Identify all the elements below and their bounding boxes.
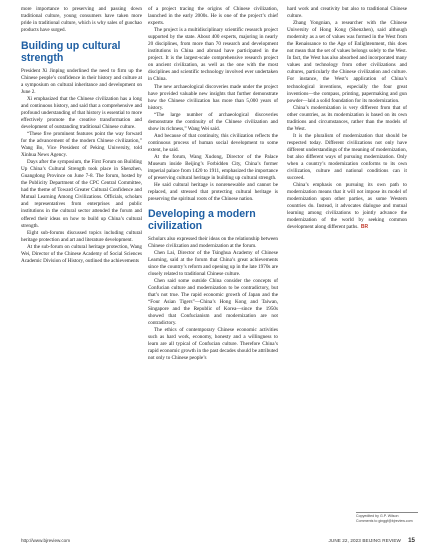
paragraph: Eight sub-forums discussed topics including cultural heritage protection and art and literature development. (21, 229, 142, 243)
paragraph: It is the pluralism of modernization that should be respected today. Different civilizations not only have different understandings of the meaning of modernization, but also different ways of pursuing modernization. Only when a country’s modernization conforms to its own civilization, culture and national conditions can it succeed. (287, 132, 407, 182)
paragraph: Chen Lai, Director of the Tsinghua Academy of Chinese Learning, said at the forum that China’s great achievements since the country’s reform and opening up in the late 1970s are closely related to traditional Chinese culture. (148, 249, 278, 277)
paragraph: Scholars also expressed their ideas on the relationship between Chinese civilization and modernization at the forum. (148, 235, 278, 249)
footer-url-link[interactable]: http://www.bjreview.com (21, 538, 71, 543)
page-number: 15 (408, 537, 415, 544)
paragraph-text: China’s emphasis on pursuing its own path to modernization means that it will not impose its model of modernization upon other parties, as some Western countries do. Instead, it advocates dialogue and mutual learning among civilizations to jointly advance the modernization of the world by seeking common development along different paths. (287, 182, 407, 231)
copyedit-credit (356, 512, 418, 524)
paragraph-final (287, 182, 407, 231)
page-footer (21, 538, 417, 548)
paragraph: Zhang Yongnian, a researcher with the Chinese University of Hong Kong (Shenzhen), said although modernity as a set of values was formed in the West from the Renaissance to the Age of Enlightenment, this does not mean that the set of values belongs solely to the West. In fact, the West has also absorbed and incorporated many values and technology from other civilizations and cultures, particularly the Chinese civilization and culture. For instance, the West’s application of China’s technological inventions, especially the four great inventions—the compass, printing, papermaking and gun powder—laid a solid foundation for its modernization. (287, 20, 407, 104)
section-heading-building-up-cultural-strength: Building up cultural strength (21, 40, 121, 65)
section-heading-developing-a-modern-civilization: Developing a modern civilization (148, 208, 256, 233)
paragraph: At the forum, Wang Xudong, Director of the Palace Museum inside Beijing’s Forbidden City, China’s former imperial palace from 1420 to 1911, emphasized the importance of preserving cultural heritage in building up cultural strength. (148, 153, 278, 182)
paragraph: President Xi Jinping underlined the need to firm up the Chinese people’s confidence in their history and culture at a symposium on cultural inheritance and development on June 2. (21, 67, 142, 95)
end-of-article-mark: BR (360, 224, 369, 231)
paragraph: At the sub-forum on cultural heritage protection, Wang Wei, Director of the Chinese Academy of Social Sciences Academic Division of History, outlined the achievements (21, 243, 142, 264)
paragraph: “These five prominent features point the way forward for the advancement of the modern Chinese civilization,” Wang Bo, Vice President of Peking University, told Xinhua News Agency. (21, 130, 142, 159)
paragraph: Chen said some outside China consider the concepts of Confucian culture and modernization to be contradictory, but that’s not true. The rapid economic growth of Japan and the “Four Asian Tigers”—China’s Hong Kong and Taiwan, Singapore and the Republic of Korea—since the 1950s showed that Confucianism and modernization are not contradictory. (148, 277, 278, 327)
comments-email-line: Comments to ginggf@bjreview.com (356, 519, 413, 523)
paragraph: hard work and creativity but also to traditional Chinese culture. (287, 6, 407, 20)
paragraph: Days after the symposium, the First Forum on Building Up China’s Cultural Strength took place in Shenzhen, Guangdong Province on June 7-8. The forum, hosted by the Publicity Department of the CPC Central Committee, had the theme of Toward Greater Cultural Confidence and Mutual Learning Among Civilizations. Officials, scholars and representatives from enterprises and public institutions in the cultural sector attended the forum and offered their ideas on how to build up China’s cultural strength. (21, 159, 142, 229)
paragraph: of a project tracing the origins of Chinese civilization, launched in the early 2000s. He is one of the project’s chief experts. (148, 6, 278, 27)
article-column-3 (287, 6, 407, 232)
footer-issue-label: JUNE 22, 2023 BEIJING REVIEW (328, 538, 401, 543)
paragraph: China’s modernization is very different from that of other countries, as its modernization is based on its own traditions and circumstances, rather than the models of the West. (287, 104, 407, 132)
paragraph: The project is a multidisciplinary scientific research project supported by the state. About 400 experts, majoring in nearly 20 disciplines, from more than 70 research and development institutions in China and abroad have participated in the project. It is the largest-scale comprehensive research project on ancient civilization, as well as the one with the most disciplines and scientific technology involved ever undertaken in China. (148, 27, 278, 83)
paragraph: The new archaeological discoveries made under the project have provided valuable new insights that further demonstrate how the Chinese civilization has more than 5,000 years of history. (148, 83, 278, 111)
paragraph: “The large number of archaeological discoveries demonstrate the continuity of the Chinese civilization and show its richness,” Wang Wei said. (148, 111, 278, 132)
article-column-2 (148, 6, 278, 363)
paragraph: The ethics of contemporary Chinese economic activities such as hard work, economy, honesty and a willingness to learn are all typical of Confucian culture. Therefore China’s rapid economic growth in the past decades should be attributed not only to Chinese people’s (148, 327, 278, 362)
copyeditor-line: Copyedited by G.P. Wilson (356, 514, 399, 518)
paragraph: He said cultural heritage is nonrenewable and cannot be replaced, and stressed that protecting cultural heritage is preserving the spiritual roots of the Chinese nation. (148, 182, 278, 203)
paragraph: more importance to preserving and passing down traditional culture, young consumers have taken more pride in traditional culture, which is why sales of guochao products have surged. (21, 6, 142, 34)
paragraph: And because of that continuity, this civilization reflects the continuous process of human social development to some extent, he said. (148, 132, 278, 153)
paragraph: Xi emphasized that the Chinese civilization has a long and continuous history, and said that a comprehensive and profound understanding of that history is essential to more effectively promote the creative transformation and development of outstanding traditional Chinese culture. (21, 95, 142, 130)
article-column-1 (21, 6, 142, 265)
